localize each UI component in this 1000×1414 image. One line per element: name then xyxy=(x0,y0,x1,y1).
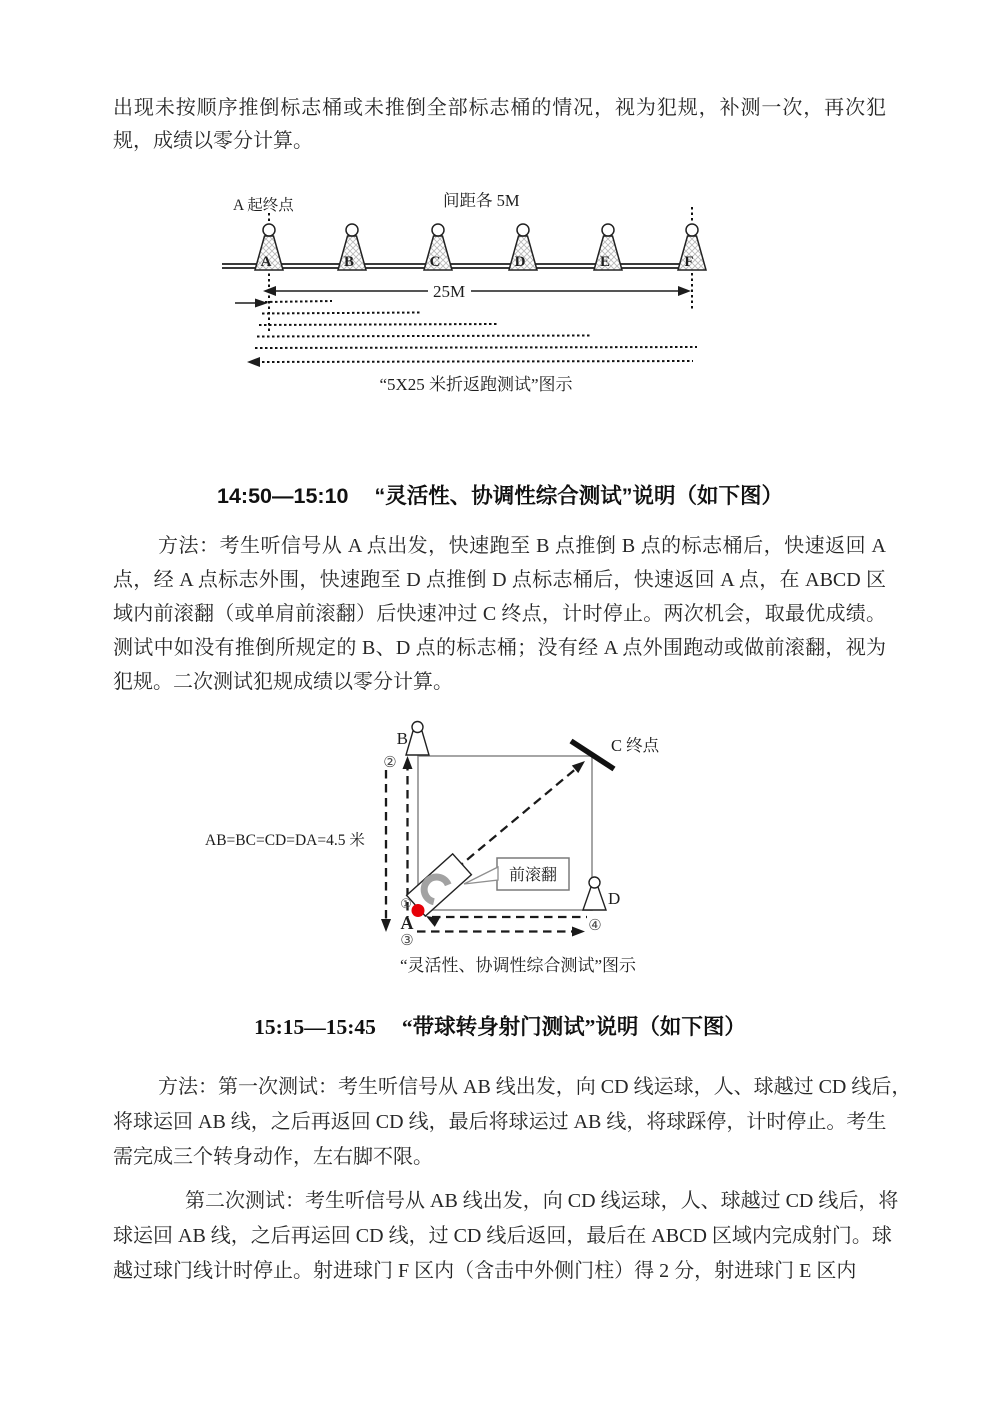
cone-b xyxy=(406,722,429,756)
section1-title: “灵活性、协调性综合测试”说明（如下图） xyxy=(374,484,783,508)
svg-text:A: A xyxy=(260,254,272,270)
agility-test-diagram xyxy=(195,718,680,980)
paragraph-line: 出现未按顺序推倒标志桶或未推倒全部标志桶的情况，视为犯规，补测一次，再次犯 xyxy=(113,97,886,119)
paragraph-line: 点，经 A 点标志外围，快速跑至 D 点推倒 D 点标志桶后，快速返回 A 点，在 ABCD 区 xyxy=(113,569,886,591)
entry-arrow xyxy=(235,299,268,308)
section1-heading xyxy=(0,479,1000,510)
cone-e xyxy=(594,224,622,270)
svg-text:B: B xyxy=(343,254,355,270)
label-d: D xyxy=(608,889,621,908)
step4-badge: ④ xyxy=(588,918,602,934)
section2-heading xyxy=(0,1010,1000,1041)
paragraph-line: 方法：第一次测试：考生听信号从 AB 线出发，向 CD 线运球，人、球越过 CD 线后， xyxy=(158,1076,912,1098)
right-arrowhead xyxy=(572,927,585,937)
agility-method-paragraph xyxy=(113,529,886,699)
cone-d xyxy=(583,877,606,910)
label-a: A xyxy=(400,913,414,933)
paragraph-line: 越过球门线计时停止。射进球门 F 区内（含击中外侧门柱）得 2 分，射进球门 E 区内 xyxy=(113,1260,857,1282)
step3-badge: ③ xyxy=(400,933,414,949)
diagram2-caption: “灵活性、协调性综合测试”图示 xyxy=(399,956,637,975)
svg-text:F: F xyxy=(684,254,694,270)
paragraph-line: 犯规。二次测试犯规成绩以零分计算。 xyxy=(113,671,453,693)
shuttle-run-diagram xyxy=(185,188,745,403)
paragraph-line: 球运回 AB 线，之后再运回 CD 线，过 CD 线后返回，最后在 ABCD 区域内完成射门。球 xyxy=(113,1225,892,1247)
distance-arrow xyxy=(263,282,691,301)
cone-c xyxy=(424,224,452,270)
section2-title: “带球转身射门测试”说明（如下图） xyxy=(401,1015,746,1039)
dribble-test1-paragraph xyxy=(113,1070,912,1175)
shuttle-path-dots xyxy=(255,301,697,362)
down-arrowhead xyxy=(381,919,391,932)
intro-paragraph xyxy=(113,92,886,158)
paragraph-line: 需完成三个转身动作，左右脚不限。 xyxy=(113,1146,433,1168)
paragraph-line: 测试中如没有推倒所规定的 B、D 点的标志桶；没有经 A 点外围跑动或做前滚翻，视为 xyxy=(113,637,886,659)
up-arrowhead xyxy=(403,756,413,769)
paragraph-line: 域内前滚翻（或单肩前滚翻）后快速冲过 C 终点，计时停止。两次机会，取最优成绩。 xyxy=(113,603,886,625)
cone-b xyxy=(338,224,366,270)
label-c-finish: C 终点 xyxy=(611,736,660,755)
step2-badge: ② xyxy=(383,755,397,771)
svg-text:E: E xyxy=(599,254,611,270)
section2-time: 15:15—15:45 xyxy=(254,1015,376,1039)
section1-time: 14:50—15:10 xyxy=(217,484,349,508)
paragraph-line: 规，成绩以零分计算。 xyxy=(113,130,313,152)
svg-text:D: D xyxy=(514,254,526,270)
sprint-path-dashed xyxy=(456,767,578,869)
dimension-label: AB=BC=CD=DA=4.5 米 xyxy=(205,832,365,849)
cone-a xyxy=(255,224,283,270)
svg-text:C: C xyxy=(429,254,441,270)
distance-label: 25M xyxy=(432,282,466,301)
paragraph-line: 第二次测试：考生听信号从 AB 线出发，向 CD 线运球，人、球越过 CD 线后，将 xyxy=(185,1190,899,1212)
start-finish-label: A 起终点 xyxy=(233,197,294,214)
label-b: B xyxy=(396,729,408,748)
roll-label: 前滚翻 xyxy=(508,867,558,884)
diagram1-caption: “5X25 米折返跑测试”图示 xyxy=(379,375,573,394)
step1-badge: ① xyxy=(400,896,412,911)
cone-d xyxy=(509,224,537,270)
paragraph-line: 方法：考生听信号从 A 点出发，快速跑至 B 点推倒 B 点的标志桶后，快速返回 A xyxy=(158,535,886,557)
return-arrowhead xyxy=(247,357,260,367)
dribble-test2-paragraph xyxy=(113,1184,899,1289)
spacing-label: 间距各 5M xyxy=(443,191,520,210)
paragraph-line: 将球运回 AB 线，之后再返回 CD 线，最后将球运过 AB 线，将球踩停，计时停止。考生 xyxy=(113,1111,887,1133)
cone-f xyxy=(678,224,706,270)
